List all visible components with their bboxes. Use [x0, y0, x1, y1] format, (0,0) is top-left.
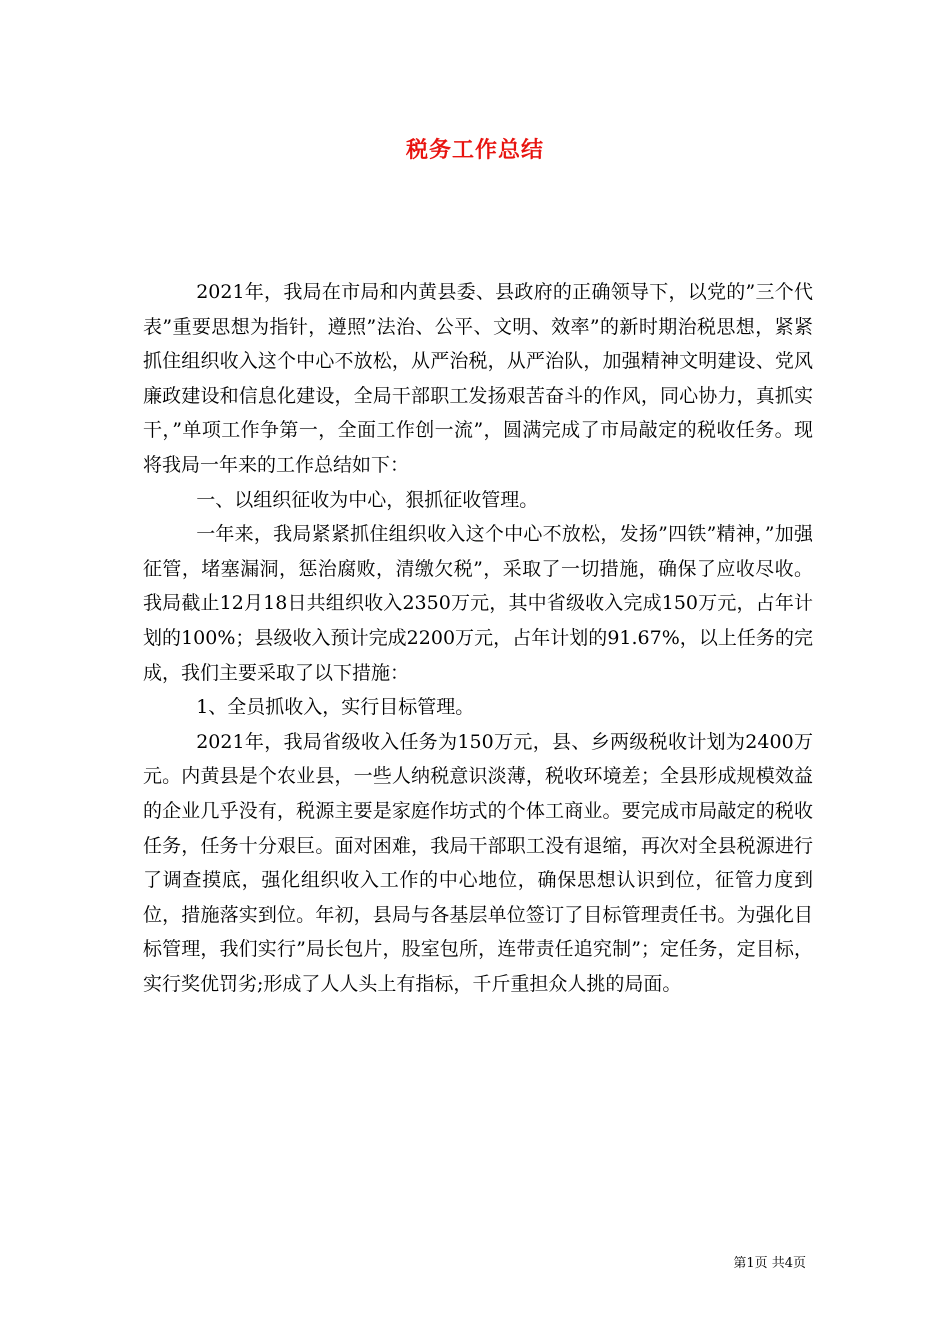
- paragraph-intro: 2021年，我局在市局和内黄县委、县政府的正确领导下，以党的”三个代表”重要思想为指针，遵照”法治、公平、文明、效率”的新时期治税思想，紧紧抓住组织收入这个中心不放松，从严治税，从严治队，加强精神文明建设、党风廉政建设和信息化建设，全局干部职工发扬艰苦奋斗的作风，同心协力，真抓实干，”单项工作争第一，全面工作创一流”，圆满完成了市局敲定的税收任务。现将我局一年来的工作总结如下：: [143, 281, 813, 476]
- section-heading-1: 一、以组织征收为中心，狠抓征收管理。: [196, 488, 539, 511]
- page-number-footer: 第1页 共4页: [733, 1256, 806, 1271]
- paragraph-section-1: 一年来，我局紧紧抓住组织收入这个中心不放松，发扬”四铁”精神，”加强征管，堵塞漏洞，惩治腐败，清缴欠税”，采取了一切措施，确保了应收尽收。我局截止12月18日共组织收入2350万元，其中省级收入完成150万元，占年计划的100%；县级收入预计完成2200万元，占年计划的91.67%，以上任务的完成，我们主要采取了以下措施：: [143, 523, 813, 684]
- subsection-heading-1: 1、全员抓收入，实行目标管理。: [196, 696, 475, 719]
- paragraph-subsection-1: 2021年，我局省级收入任务为150万元，县、乡两级税收计划为2400万元。内黄县是个农业县，一些人纳税意识淡薄，税收环境差；全县形成规模效益的企业几乎没有，税源主要是家庭作坊式的个体工商业。要完成市局敲定的税收任务，任务十分艰巨。面对困难，我局干部职工没有退缩，再次对全县税源进行了调查摸底，强化组织收入工作的中心地位，确保思想认识到位，征管力度到位，措施落实到位。年初，县局与各基层单位签订了目标管理责任书。为强化目标管理，我们实行”局长包片，股室包所，连带责任追究制”；定任务，定目标，实行奖优罚劣;形成了人人头上有指标，千斤重担众人挑的局面。: [143, 730, 813, 995]
- document-title: 税务工作总结: [405, 138, 544, 163]
- document-body: [143, 275, 813, 1001]
